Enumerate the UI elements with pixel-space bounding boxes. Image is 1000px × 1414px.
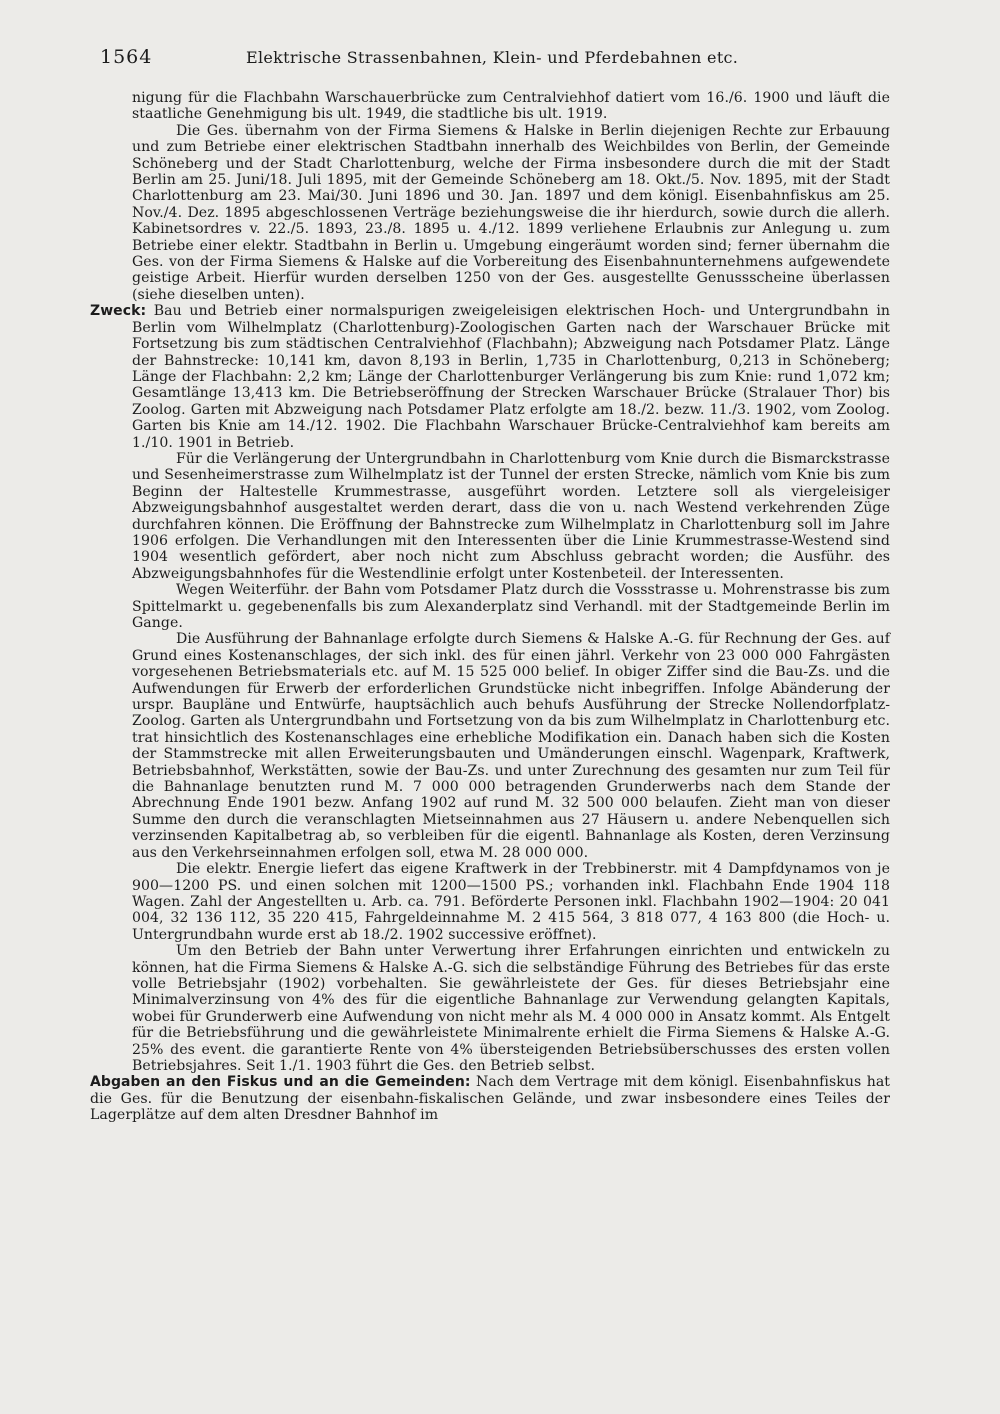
section-abgaben (90, 1074, 890, 1123)
section-label-zweck: Zweck: (90, 303, 147, 320)
body-text (90, 90, 890, 1124)
section-text-abgaben: Nach dem Vertrage mit dem königl. Eisenbahnfiskus hat die Ges. für die Benutzung der eisenbahn-fiskalischen Gelände, und zwar insbesondere eines Teiles der Lagerplätze auf dem alten Dresdner Bahnhof im (90, 1074, 890, 1124)
page-header (100, 44, 880, 76)
paragraph-energy-traffic: Die elektr. Energie liefert das eigene Kraftwerk in der Trebbinerstr. mit 4 Dampfdynamos von je 900—1200 PS. und einen solchen mit 1200—1500 PS.; vorhanden inkl. Flachbahn Ende 1904 118 Wagen. Zahl der Angestellten u. Arb. ca. 791. Beförderte Personen inkl. Flachbahn 1902—1904: 20 041 004, 32 136 112, 35 220 415, Fahrgeldeinnahme M. 2 415 564, 3 818 077, 4 163 800 (die Hoch- u. Untergrundbahn wurde erst ab 18./2. 1902 successive eröffnet). (132, 861, 890, 943)
paragraph-rights-transfer: Die Ges. übernahm von der Firma Siemens & Halske in Berlin diejenigen Rechte zur Erbauung und zum Betriebe einer elektrischen Stadtbahn innerhalb des Weichbildes von Berlin, der Gemeinde Schöneberg und der Stadt Charlottenburg, welche der Firma insbesondere durch die mit der Stadt Berlin am 25. Juni/18. Juli 1895, mit der Gemeinde Schöneberg am 18. Okt./5. Nov. 1895, mit der Stadt Charlottenburg am 23. Mai/30. Juni 1896 und 30. Jan. 1897 und dem königl. Eisenbahnfiskus am 25. Nov./4. Dez. 1895 abgeschlossenen Verträge beziehungsweise die ihr hierdurch, sowie durch die allerh. Kabinetsordres v. 22./5. 1893, 23./8. 1895 u. 4./12. 1899 verliehene Erlaubnis zur Anlegung u. zum Betriebe einer elektr. Stadtbahn in Berlin u. Umgebung eingeräumt worden sind; ferner übernahm die Ges. von der Firma Siemens & Halske auf die Vorbereitung des Eisenbahnunternehmens aufgewendete geistige Arbeit. Hierfür wurden derselben 1250 von der Ges. ausgestellte Genussscheine überlassen (siehe dieselben unten). (132, 122, 890, 303)
paragraph-operation: Um den Betrieb der Bahn unter Verwertung ihrer Erfahrungen einrichten und entwickeln zu können, hat die Firma Siemens & Halske A.-G. sich die selbständige Führung des Betriebes für das erste volle Betriebsjahr (1902) vorbehalten. Sie gewährleistete der Ges. für dieses Betriebsjahr eine Minimalverzinsung von 4% des für die eigentliche Bahnanlage zur Verwendung gelangten Kapitals, wobei für Grunderwerb eine Aufwendung von nicht mehr als M. 4 000 000 in Ansatz kommt. Als Entgelt für die Betriebsführung und die gewährleistete Minimalrente erhielt die Firma Siemens & Halske A.-G. 25% des event. die garantierte Rente von 4% übersteigenden Betriebsüberschusses des ersten vollen Betriebsjahres. Seit 1./1. 1903 führt die Ges. den Betrieb selbst. (132, 943, 890, 1074)
paragraph-further-extension: Wegen Weiterführ. der Bahn vom Potsdamer Platz durch die Vossstrasse u. Mohrenstrasse bis zum Spittelmarkt u. gegebenenfalls bis zum Alexanderplatz sind Verhandl. mit der Stadtgemeinde Berlin im Gange. (132, 582, 890, 631)
paragraph-concession-continuation: nigung für die Flachbahn Warschauerbrücke zum Centralviehhof datiert vom 16./6. 1900 und läuft die staatliche Genehmigung bis ult. 1949, die stadtliche bis ult. 1919. (132, 90, 890, 123)
running-head: Elektrische Strassenbahnen, Klein- und Pferdebahnen etc. (246, 48, 739, 67)
paragraph-construction-costs: Die Ausführung der Bahnanlage erfolgte durch Siemens & Halske A.-G. für Rechnung der Ges. auf Grund eines Kostenanschlages, der sich inkl. des für einen jährl. Verkehr von 23 000 000 Fahrgästen vorgesehenen Betriebsmaterials etc. auf M. 15 525 000 belief. In obiger Ziffer sind die Bau-Zs. und die Aufwendungen für Erwerb der erforderlichen Grundstücke nicht inbegriffen. Infolge Abänderung der urspr. Baupläne und Entwürfe, hauptsächlich auch behufs Ausführung der Strecke Nollendorfplatz-Zoolog. Garten als Untergrundbahn und Fortsetzung von da bis zum Wilhelmplatz in Charlottenburg etc. trat hinsichtlich des Kostenanschlages eine erhebliche Modifikation ein. Danach haben sich die Kosten der Stammstrecke mit allen Erweiterungsbauten und Umänderungen einschl. Wagenpark, Kraftwerk, Betriebsbahnhof, Werkstätten, sowie der Bau-Zs. und unter Zurechnung des gesamten nur zum Teil für die Bahnanlage benutzten rund M. 7 000 000 betragenden Grunderwerbs nach dem Stande der Abrechnung Ende 1901 bezw. Anfang 1902 auf rund M. 32 500 000 belaufen. Zieht man von dieser Summe den durch die veranschlagten Mietseinnahmen aus 27 Häusern u. andere Nebenquellen sich verzinsenden Kapitalbetrag ab, so verbleiben für die eigentl. Bahnanlage als Kosten, deren Verzinsung aus den Verkehrseinnahmen erfolgen soll, etwa M. 28 000 000. (132, 631, 890, 861)
section-text-zweck: Bau und Betrieb einer normalspurigen zweigeleisigen elektrischen Hoch- und Untergrundbahn in Berlin vom Wilhelmplatz (Charlottenburg)-Zoologischen Garten nach der Warschauer Brücke mit Fortsetzung bis zum städtischen Centralviehhof (Flachbahn); Abzweigung nach Potsdamer Platz. Länge der Bahnstrecke: 10,141 km, davon 8,193 in Berlin, 1,735 in Charlottenburg, 0,213 in Schöneberg; Länge der Flachbahn: 2,2 km; Länge der Charlottenburger Verlängerung bis zum Knie: rund 1,072 km; Gesamtlänge 13,413 km. Die Betriebseröffnung der Strecken Warschauer Brücke (Stralauer Thor) bis Zoolog. Garten mit Abzweigung nach Potsdamer Platz erfolgte am 18./2. bezw. 11./3. 1902, vom Zoolog. Garten bis Knie am 14./12. 1902. Die Flachbahn Warschauer Brücke-Centralviehhof kam bereits am 1./10. 1901 in Betrieb. (132, 303, 891, 451)
page-number: 1564 (100, 46, 153, 68)
section-label-abgaben: Abgaben an den Fiskus und an die Gemeinden: (90, 1074, 471, 1091)
section-zweck (90, 303, 890, 451)
paragraph-extension-charlottenburg: Für die Verlängerung der Untergrundbahn in Charlottenburg vom Knie durch die Bismarckstrasse und Sesenheimerstrasse zum Wilhelmplatz ist der Tunnel der ersten Strecke, nämlich vom Knie bis zum Beginn der Haltestelle Krummestrasse, ausgeführt worden. Letztere soll als viergeleisiger Abzweigungsbahnhof ausgestaltet werden derart, dass die von u. nach Westend verkehrenden Züge durchfahren können. Die Eröffnung der Bahnstrecke zum Wilhelmplatz in Charlottenburg soll im Jahre 1906 erfolgen. Die Verhandlungen mit den Interessenten über die Linie Krummestrasse-Westend sind 1904 wesentlich gefördert, aber noch nicht zum Abschluss gebracht worden; die Ausführ. des Abzweigungsbahnhofes für die Westendlinie erfolgt unter Kostenbeteil. der Interessenten. (132, 450, 890, 582)
